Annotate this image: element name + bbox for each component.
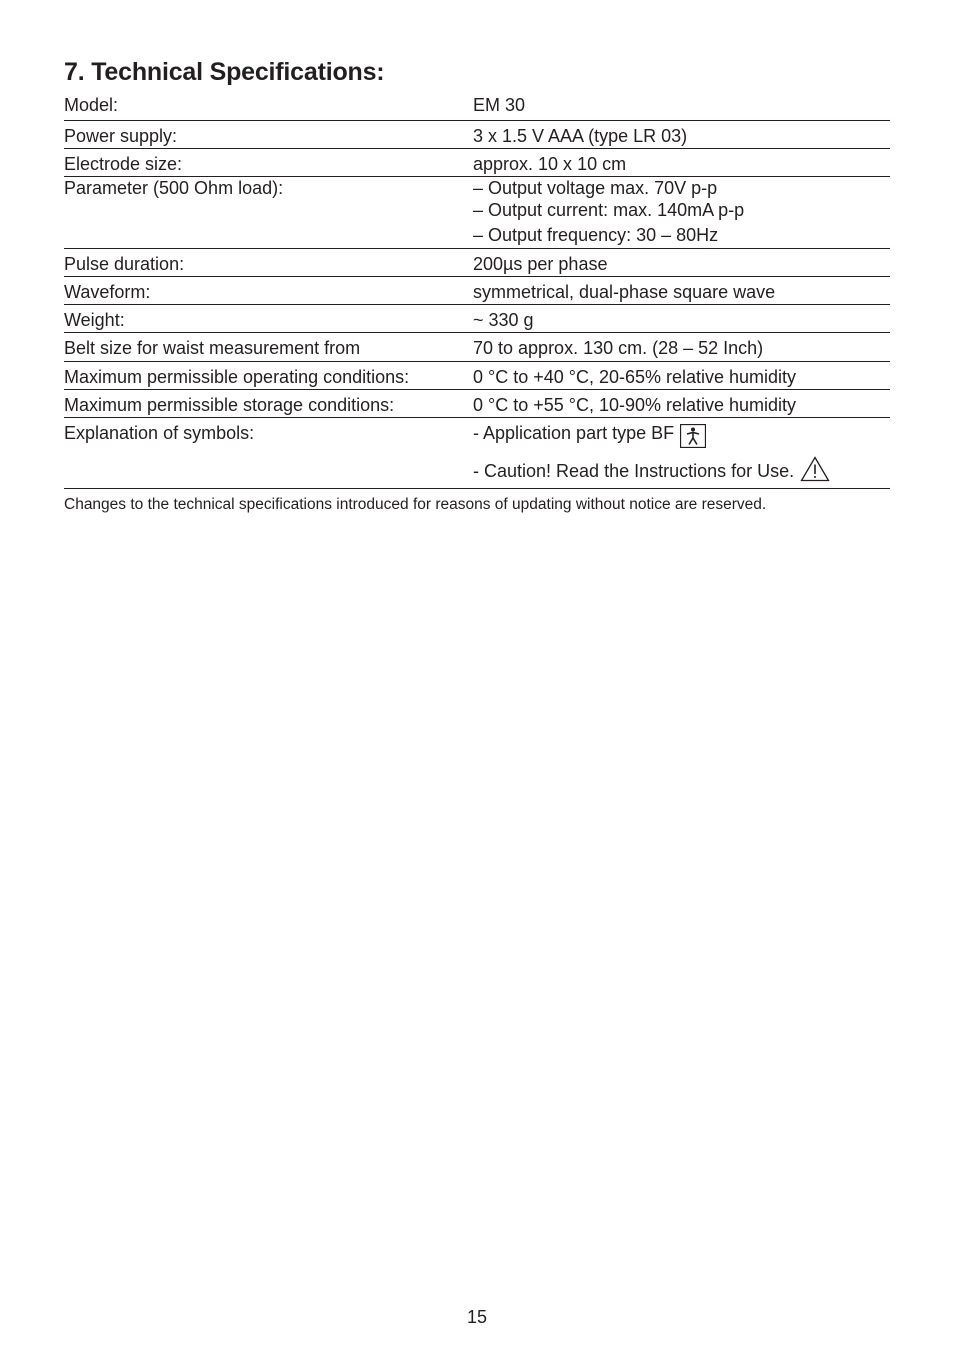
spec-row-symbols [64, 418, 890, 489]
spec-row-weight [64, 305, 890, 333]
spec-label: Belt size for waist measurement from [64, 338, 361, 358]
spec-row-electrode [64, 149, 890, 177]
spec-label: Waveform: [64, 282, 151, 302]
symbol-bf-line [473, 422, 890, 446]
spec-value: ~ 330 g [473, 310, 534, 330]
spec-row-belt [64, 333, 890, 362]
spec-label: Maximum permissible operating conditions: [64, 367, 410, 387]
spec-label: Electrode size: [64, 154, 183, 174]
spec-row-pulse [64, 249, 890, 277]
spec-label: Weight: [64, 310, 125, 330]
spec-label: Model: [64, 95, 119, 115]
spec-table [64, 92, 890, 489]
spec-value: 70 to approx. 130 cm. (28 – 52 Inch) [473, 338, 764, 358]
spec-label: Maximum permissible storage conditions: [64, 395, 395, 415]
parameter-line: – Output current: max. 140mA p-p [473, 200, 745, 220]
spec-row-storage [64, 390, 890, 418]
spec-label: Power supply: [64, 126, 178, 146]
spec-value: 0 °C to +55 °C, 10-90% relative humidity [473, 395, 797, 415]
page-title: 7. Technical Specifications: [64, 58, 385, 86]
spec-value: 0 °C to +40 °C, 20-65% relative humidity [473, 367, 797, 387]
spec-value: approx. 10 x 10 cm [473, 154, 627, 174]
spec-value: 3 x 1.5 V AAA (type LR 03) [473, 126, 688, 146]
spec-label: Explanation of symbols: [64, 423, 255, 443]
spec-value: symmetrical, dual-phase square wave [473, 282, 776, 302]
footnote: Changes to the technical specifications introduced for reasons of updating without notice are reserved. [64, 496, 767, 513]
spec-row-power [64, 121, 890, 149]
spec-row-waveform [64, 277, 890, 305]
symbol-caution-text: - Caution! Read the Instructions for Use. [473, 461, 795, 481]
spec-value: EM 30 [473, 95, 526, 115]
spec-row-operating [64, 362, 890, 390]
spec-label: Pulse duration: [64, 254, 185, 274]
spec-value: 200µs per phase [473, 254, 608, 274]
warning-triangle-icon [800, 456, 830, 482]
page-number: 15 [466, 1307, 488, 1327]
spec-value [473, 422, 890, 488]
spec-row-model [64, 92, 890, 121]
symbol-bf-text: - Application part type BF [473, 423, 675, 443]
type-bf-applied-part-icon [680, 424, 706, 448]
spec-row-parameter [64, 177, 890, 249]
parameter-line: – Output voltage max. 70V p-p [473, 178, 718, 198]
spec-value [473, 177, 890, 248]
parameter-line: – Output frequency: 30 – 80Hz [473, 225, 719, 245]
symbol-caution-line [473, 459, 890, 485]
spec-label: Parameter (500 Ohm load): [64, 178, 284, 198]
